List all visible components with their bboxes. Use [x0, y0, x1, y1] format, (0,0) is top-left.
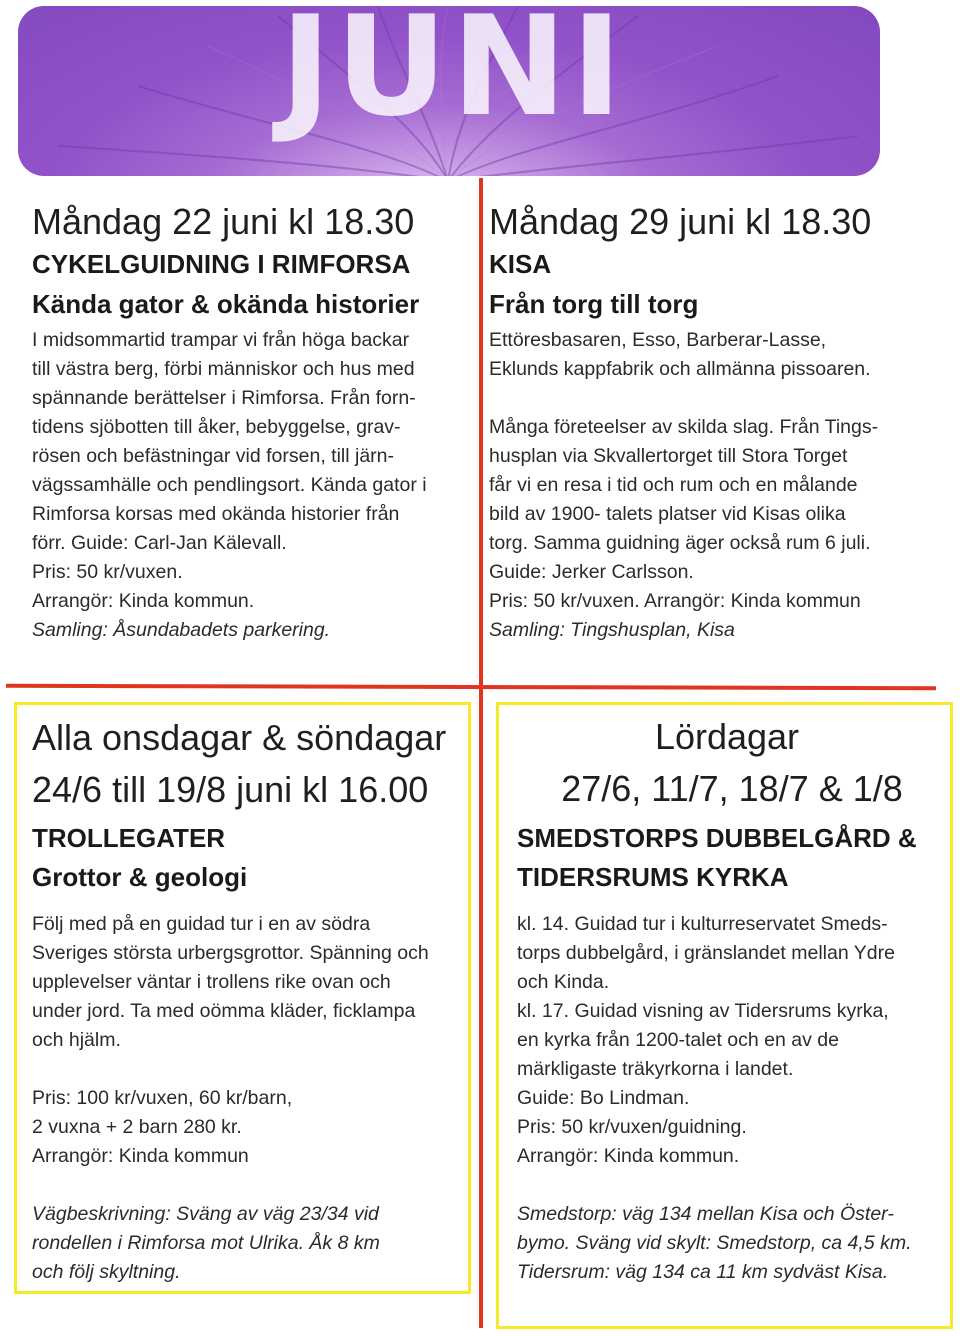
meeting-point: Samling: Åsundabadets parkering. [32, 619, 331, 641]
text-line: kl. 14. Guidad tur i kulturreservatet Smeds- [517, 913, 888, 935]
directions-line: och följ skyltning. [32, 1261, 181, 1283]
text-line: Eklunds kappfabrik och allmänna pissoaren. [489, 358, 871, 380]
text-line: märkligaste träkyrkorna i landet. [517, 1058, 794, 1080]
vertical-divider [479, 178, 483, 1328]
price-family: 2 vuxna + 2 barn 280 kr. [32, 1116, 242, 1138]
organizer: Arrangör: Kinda kommun. [32, 590, 255, 612]
meeting-point: Samling: Tingshusplan, Kisa [489, 619, 735, 641]
text-line: rösen och befästningar vid forsen, till järn- [32, 445, 395, 467]
text-line: får vi en resa i tid och rum och en målande [489, 474, 858, 496]
text-line: tidens sjöbotten till åker, bebyggelse, grav- [32, 416, 401, 438]
guide: Guide: Jerker Carlsson. [489, 561, 694, 583]
text-line: och Kinda. [517, 971, 610, 993]
event-date-range: 24/6 till 19/8 juni kl 16.00 [32, 769, 429, 810]
event-date: Måndag 22 juni kl 18.30 [32, 201, 415, 242]
price: Pris: 50 kr/vuxen. [32, 561, 183, 583]
guide: Guide: Bo Lindman. [517, 1087, 690, 1109]
text-line: en kyrka från 1200-talet och en av de [517, 1029, 839, 1051]
event-title: CYKELGUIDNING I RIMFORSA [32, 249, 411, 279]
price: Pris: 50 kr/vuxen. Arrangör: Kinda kommun [489, 590, 861, 612]
banner-title: JUNI [280, 6, 627, 147]
event-description [32, 910, 472, 1287]
event-description [32, 326, 472, 645]
event-title-cont: TIDERSRUMS KYRKA [517, 862, 789, 892]
text-line: och hjälm. [32, 1029, 121, 1051]
text-line: Följ med på en guidad tur i en av södra [32, 913, 371, 935]
event-kisa [489, 200, 949, 645]
text-line: Sveriges största urbergsgrottor. Spänning och [32, 942, 429, 964]
event-title: SMEDSTORPS DUBBELGÅRD & [517, 823, 917, 853]
text-line: torg. Samma guidning äger också rum 6 juli. [489, 532, 871, 554]
event-title: KISA [489, 249, 552, 279]
text-line: Ettöresbasaren, Esso, Barberar-Lasse, [489, 329, 827, 351]
text-line: under jord. Ta med oömma kläder, ficklampa [32, 1000, 416, 1022]
price: Pris: 50 kr/vuxen/guidning. [517, 1116, 747, 1138]
event-description [517, 910, 947, 1287]
event-date-list: 27/6, 11/7, 18/7 & 1/8 [561, 768, 903, 809]
organizer: Arrangör: Kinda kommun. [517, 1145, 740, 1167]
event-date: Måndag 29 juni kl 18.30 [489, 201, 872, 242]
text-line: vägssamhälle och pendlingsort. Kända gator i [32, 474, 427, 496]
event-subtitle: Kända gator & okända historier [32, 289, 420, 319]
text-line: kl. 17. Guidad visning av Tidersrums kyrka, [517, 1000, 889, 1022]
event-smedstorp [517, 712, 947, 1287]
directions-line: Tidersrum: väg 134 ca 11 km sydväst Kisa. [517, 1261, 889, 1283]
event-subtitle: Från torg till torg [489, 289, 699, 319]
text-line: förr. Guide: Carl-Jan Kälevall. [32, 532, 287, 554]
horizontal-divider [6, 684, 936, 690]
text-line: spännande berättelser i Rimforsa. Från forn- [32, 387, 416, 409]
text-line: I midsommartid trampar vi från höga backar [32, 329, 410, 351]
event-date-days: Lördagar [654, 716, 800, 757]
event-trollegater [32, 712, 472, 1287]
directions-line: rondellen i Rimforsa mot Ulrika. Åk 8 km [32, 1232, 380, 1254]
text-line: torps dubbelgård, i gränslandet mellan Ydre [517, 942, 895, 964]
organizer: Arrangör: Kinda kommun [32, 1145, 249, 1167]
text-line: Många företeelser av skilda slag. Från Tings- [489, 416, 879, 438]
event-rimforsa [32, 200, 472, 645]
event-subtitle: Grottor & geologi [32, 862, 248, 892]
text-line: till västra berg, förbi människor och hus med [32, 358, 415, 380]
text-line: upplevelser väntar i trollens rike ovan och [32, 971, 391, 993]
event-description [489, 326, 949, 645]
directions-line: bymo. Sväng vid skylt: Smedstorp, ca 4,5 km. [517, 1232, 912, 1254]
price: Pris: 100 kr/vuxen, 60 kr/barn, [32, 1087, 293, 1109]
banner [18, 6, 880, 176]
directions-line: Smedstorp: väg 134 mellan Kisa och Öster- [517, 1203, 894, 1225]
event-title: TROLLEGATER [32, 823, 226, 853]
directions-line: Vägbeskrivning: Sväng av väg 23/34 vid [32, 1203, 379, 1225]
text-line: Rimforsa korsas med okända historier från [32, 503, 400, 525]
text-line: husplan via Skvallertorget till Stora Torget [489, 445, 848, 467]
text-line: bild av 1900- talets platser vid Kisas olika [489, 503, 846, 525]
event-date-days: Alla onsdagar & söndagar [32, 717, 447, 758]
